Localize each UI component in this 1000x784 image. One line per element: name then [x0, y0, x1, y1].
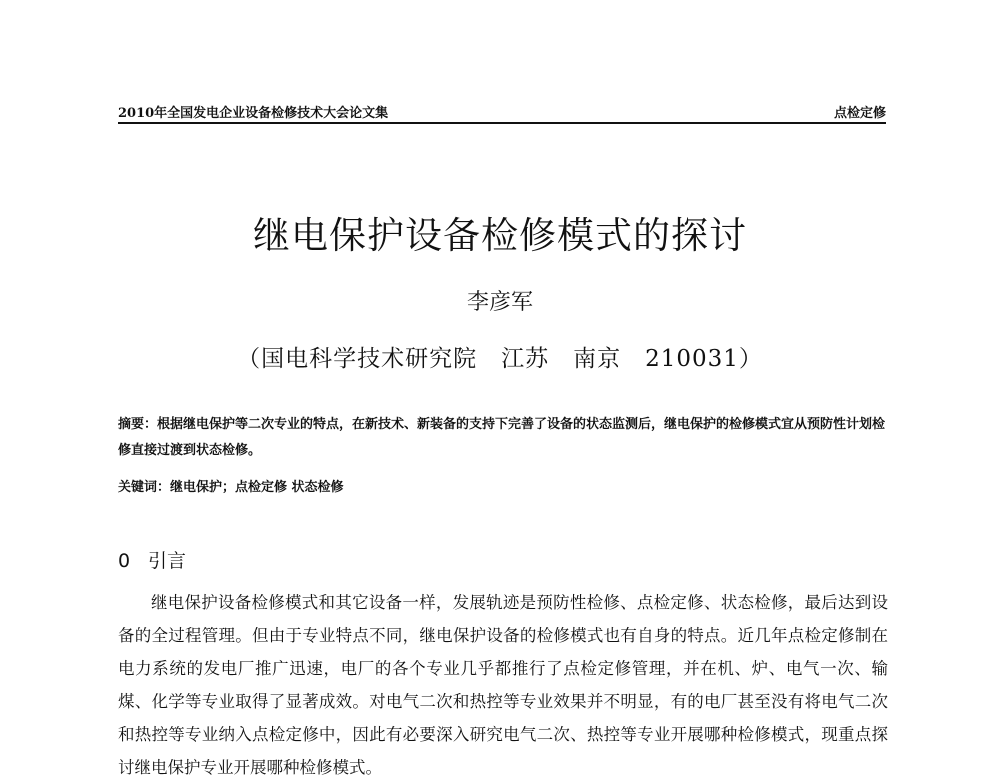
- paper-author: 李彦军: [466, 290, 533, 315]
- section-heading: [118, 546, 186, 573]
- header-section-name: 点检定修: [833, 106, 886, 121]
- keywords: [118, 476, 888, 495]
- section-number: 0: [118, 550, 131, 572]
- running-header: [118, 100, 886, 124]
- keywords-label: 关键词：: [118, 480, 171, 495]
- body-paragraph: 继电保护设备检修模式和其它设备一样，发展轨迹是预防性检修、点检定修、状态检修，最后达到设备的全过程管理。但由于专业特点不同，继电保护设备的检修模式也有自身的特点。近几年点检定修制在电力系统的发电厂推广迅速，电厂的各个专业几乎都推行了点检定修管理，并在机、炉、电气一次、输煤、化学等专业取得了显著成效。对电气二次和热控等专业效果并不明显，有的电厂甚至没有将电气二次和热控等专业纳入点检定修中，因此有必要深入研究电气二次、热控等专业开展哪种检修模式，现重点探讨继电保护专业开展哪种检修模式。: [118, 593, 888, 777]
- header-proceedings-title: 2010年全国发电企业设备检修技术大会论文集: [118, 106, 389, 121]
- keywords-text: 继电保护；点检定修 状态检修: [170, 480, 344, 495]
- section-title: 引言: [148, 550, 187, 572]
- abstract-text: 根据继电保护等二次专业的特点，在新技术、新装备的支持下完善了设备的状态监测后，继电保护的检修模式宜从预防性计划检修直接过渡到状态检修。: [118, 417, 886, 458]
- abstract-label: 摘要：: [118, 417, 158, 432]
- abstract: [118, 412, 888, 464]
- paper-title: 继电保护设备检修模式的探讨: [253, 214, 747, 257]
- author-affiliation: （国电科学技术研究院 江苏 南京 210031）: [237, 346, 763, 372]
